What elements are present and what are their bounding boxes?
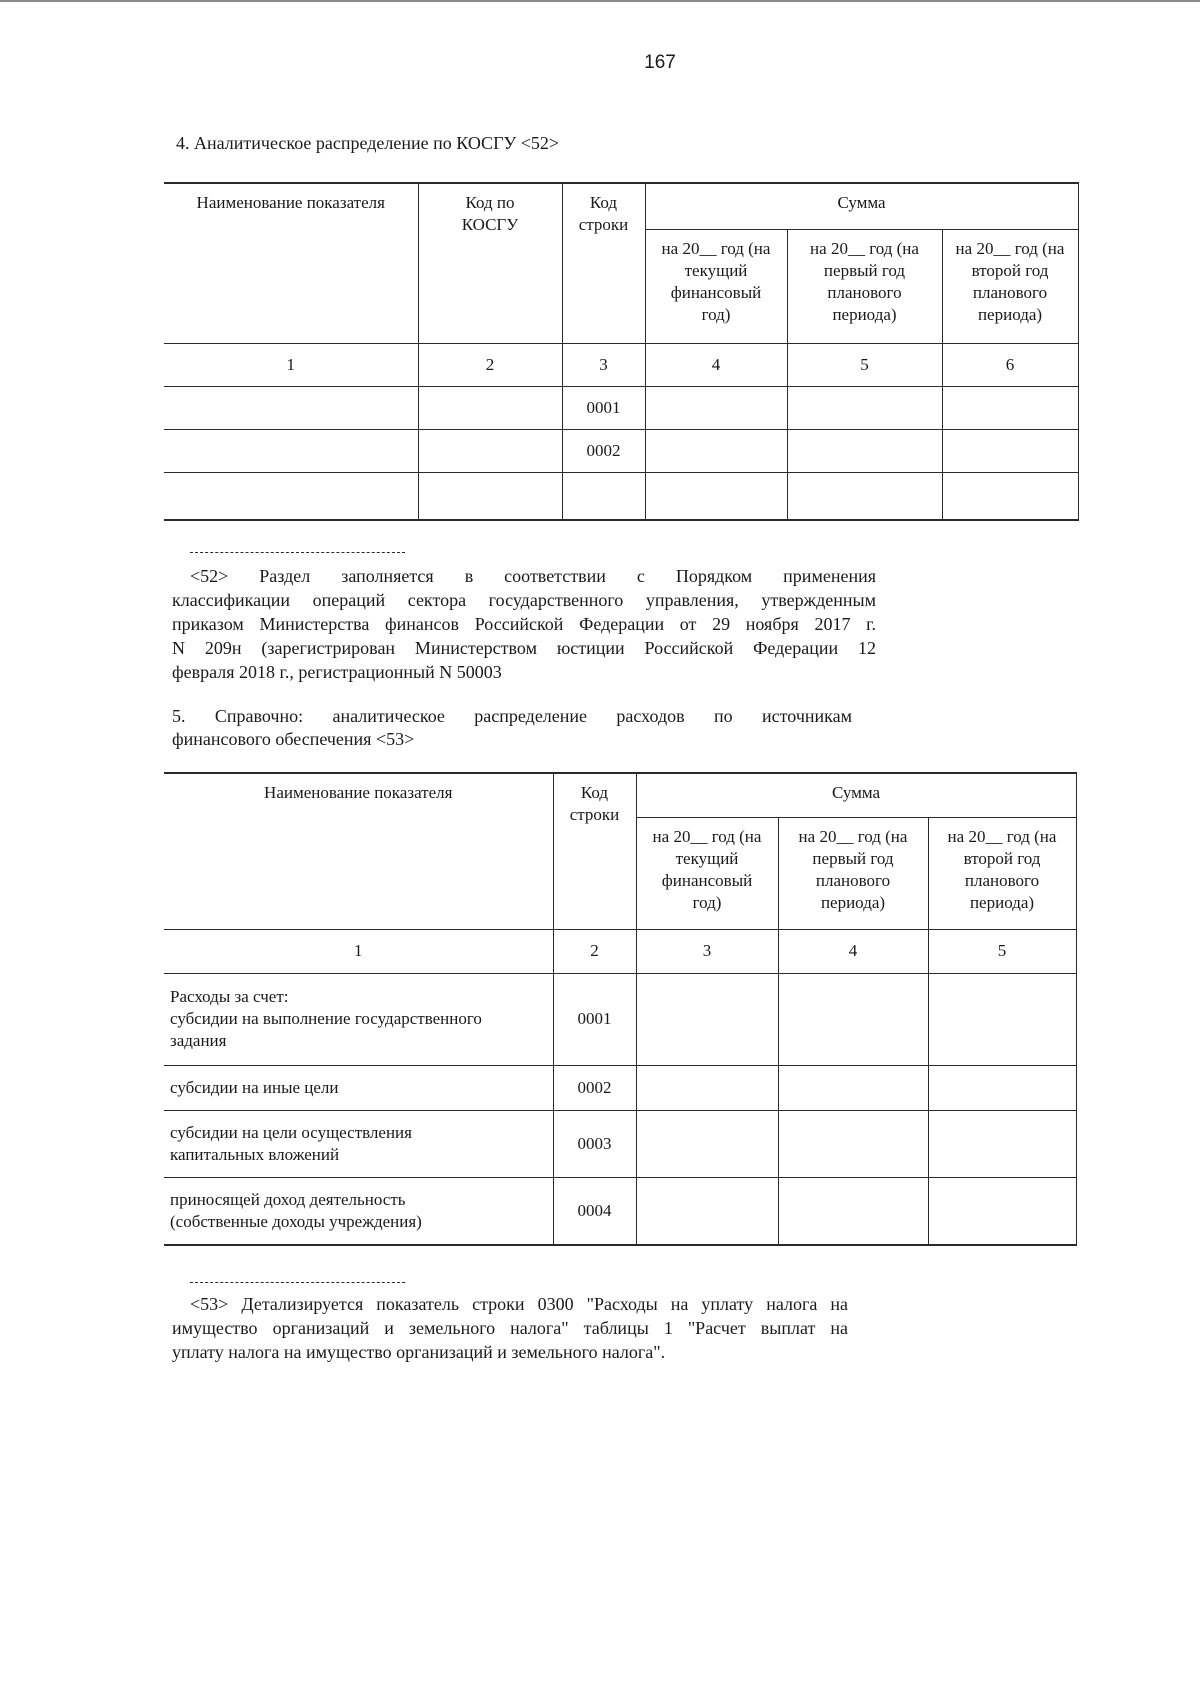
header-sum: Сумма: [645, 183, 1078, 229]
sum-cell: [942, 472, 1078, 520]
section-5-title: [172, 705, 852, 751]
sum-cell: [778, 973, 928, 1065]
row-code-cell: 0003: [553, 1110, 636, 1177]
row-name-line: приносящей доход деятельность: [170, 1189, 406, 1209]
sum-cell: [928, 1065, 1076, 1110]
row-name-cell: [164, 1065, 553, 1110]
row-name-line: субсидии на иные цели: [170, 1077, 339, 1097]
row-name-line: задания: [170, 1031, 227, 1050]
row-code-cell: 0004: [553, 1177, 636, 1245]
footnote-separator: [190, 1282, 405, 1283]
row-name-line: Расходы за счет:: [170, 987, 289, 1006]
row-kosgu-cell: [418, 429, 562, 472]
header-first-plan-year: на 20__ год (на первый год планового периода): [787, 229, 942, 343]
sum-cell: [645, 386, 787, 429]
column-number: 1: [164, 929, 553, 973]
footnote-52: [172, 564, 876, 684]
table-row: [164, 386, 1078, 429]
table-row: [164, 1065, 1076, 1110]
footnote-line: классификации операций сектора государственного управления, утвержденным: [172, 590, 876, 610]
row-name-cell: [164, 973, 553, 1065]
row-name-cell: [164, 429, 418, 472]
column-number: 4: [778, 929, 928, 973]
header-current-year: на 20__ год (на текущий финансовый год): [645, 229, 787, 343]
header-first-plan-year: на 20__ год (на первый год планового периода): [778, 817, 928, 929]
sum-cell: [942, 429, 1078, 472]
table-row: [164, 973, 1076, 1065]
sum-cell: [928, 973, 1076, 1065]
row-code-cell: 0002: [562, 429, 645, 472]
sum-cell: [787, 386, 942, 429]
sum-cell: [778, 1065, 928, 1110]
footnote-separator: [190, 552, 405, 553]
sum-cell: [645, 472, 787, 520]
section-title-line: финансового обеспечения <53>: [172, 729, 415, 749]
footnote-line: N 209н (зарегистрирован Министерством юстиции Российской Федерации 12: [172, 638, 876, 658]
column-number: 1: [164, 343, 418, 386]
table-row: [164, 429, 1078, 472]
row-name-line: субсидии на выполнение государственного: [170, 1009, 482, 1028]
footnote-line: приказом Министерства финансов Российской Федерации от 29 ноября 2017 г.: [172, 614, 876, 634]
scan-edge: [0, 0, 1200, 2]
header-second-plan-year: на 20__ год (на второй год планового периода): [942, 229, 1078, 343]
sum-cell: [636, 1110, 778, 1177]
header-current-year: на 20__ год (на текущий финансовый год): [636, 817, 778, 929]
row-code-cell: 0001: [562, 386, 645, 429]
row-name-line: капитальных вложений: [170, 1144, 340, 1164]
column-number: 6: [942, 343, 1078, 386]
sum-cell: [636, 1065, 778, 1110]
funding-sources-table: [164, 772, 1077, 1246]
section-4-title: 4. Аналитическое распределение по КОСГУ <52>: [176, 133, 560, 153]
row-kosgu-cell: [418, 386, 562, 429]
table-row: [164, 1110, 1076, 1177]
column-number: 5: [787, 343, 942, 386]
column-number: 3: [562, 343, 645, 386]
footnote-line: уплату налога на имущество организаций и земельного налога".: [172, 1342, 666, 1362]
sum-cell: [645, 429, 787, 472]
sum-cell: [787, 472, 942, 520]
header-sum: Сумма: [636, 773, 1076, 817]
sum-cell: [778, 1110, 928, 1177]
footnote-line: <52> Раздел заполняется в соответствии с Порядком применения: [190, 566, 876, 586]
row-code-cell: 0002: [553, 1065, 636, 1110]
row-name-line: (собственные доходы учреждения): [170, 1211, 422, 1231]
row-kosgu-cell: [418, 472, 562, 520]
page-number: 167: [644, 52, 676, 73]
sum-cell: [928, 1177, 1076, 1245]
row-code-cell: [562, 472, 645, 520]
column-number: 2: [418, 343, 562, 386]
header-name: Наименование показателя: [164, 183, 418, 343]
table-row: [164, 1177, 1076, 1245]
kosgu-distribution-table: [164, 182, 1079, 521]
footnote-line: <53> Детализируется показатель строки 0300 "Расходы на уплату налога на: [190, 1294, 848, 1314]
footnote-line: имущество организаций и земельного налога" таблицы 1 "Расчет выплат на: [172, 1318, 848, 1338]
header-name: Наименование показателя: [164, 773, 553, 929]
row-name-cell: [164, 472, 418, 520]
footnote-53: [172, 1292, 848, 1364]
section-title-line: 5. Справочно: аналитическое распределение расходов по источникам: [172, 706, 852, 726]
column-number: 3: [636, 929, 778, 973]
sum-cell: [928, 1110, 1076, 1177]
sum-cell: [942, 386, 1078, 429]
row-name-cell: [164, 386, 418, 429]
sum-cell: [636, 1177, 778, 1245]
footnote-line: февраля 2018 г., регистрационный N 50003: [172, 662, 502, 682]
column-number: 4: [645, 343, 787, 386]
header-second-plan-year: на 20__ год (на второй год планового периода): [928, 817, 1076, 929]
header-row-code: Код строки: [562, 183, 645, 343]
row-code-cell: 0001: [553, 973, 636, 1065]
column-number: 2: [553, 929, 636, 973]
row-name-cell: [164, 1110, 553, 1177]
header-row-code: Код строки: [553, 773, 636, 929]
table-row: [164, 472, 1078, 520]
sum-cell: [636, 973, 778, 1065]
column-number: 5: [928, 929, 1076, 973]
row-name-line: субсидии на цели осуществления: [170, 1122, 412, 1142]
sum-cell: [787, 429, 942, 472]
row-name-cell: [164, 1177, 553, 1245]
sum-cell: [778, 1177, 928, 1245]
header-kosgu-code: Код по КОСГУ: [418, 183, 562, 343]
